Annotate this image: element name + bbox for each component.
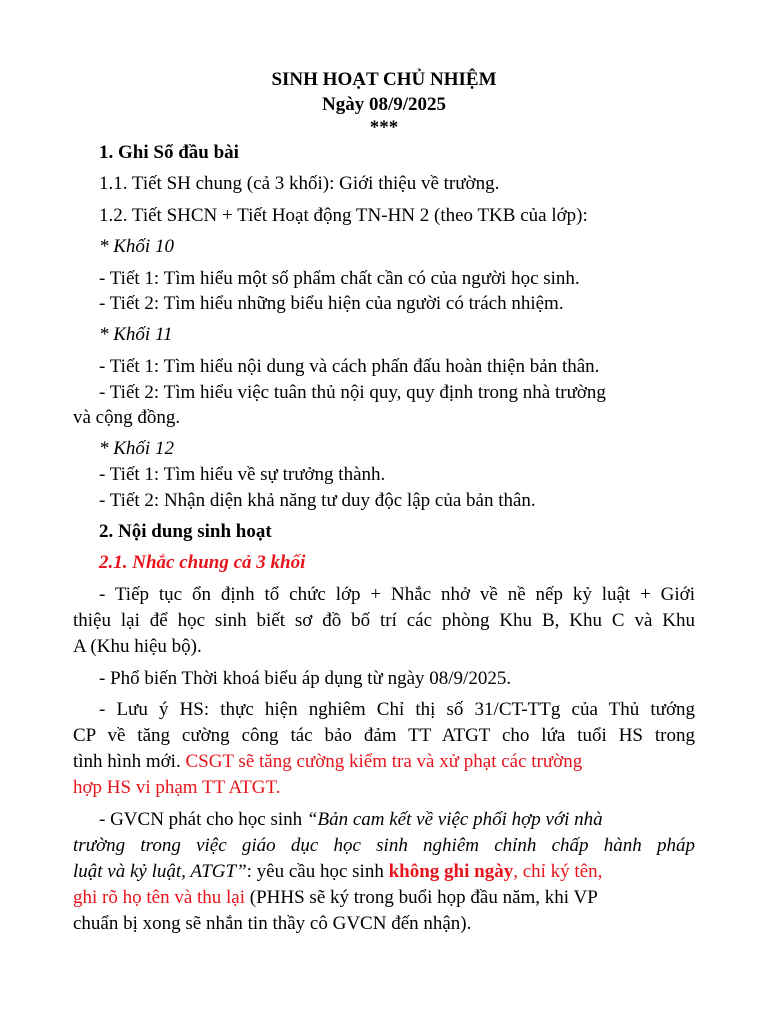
- grade-11-label: * Khối 11: [99, 324, 173, 345]
- para-4-line-2: trường trong việc giáo dục học sinh nghiêm chỉnh chấp hành pháp: [73, 835, 695, 856]
- para-4-line-4-red: ghi rõ họ tên và thu lại: [73, 887, 246, 908]
- grade-10-label: * Khối 10: [99, 236, 174, 257]
- section-1-heading: 1. Ghi Sổ đầu bài: [99, 142, 239, 163]
- para-3-line-3-highlight: CSGT sẽ tăng cường kiểm tra và xử phạt các trường: [185, 751, 583, 772]
- document-date: Ngày 08/9/2025: [321, 94, 447, 115]
- title-separator: ***: [369, 117, 399, 138]
- para-4-line-4-plain: (PHHS sẽ ký trong buổi họp đầu năm, khi VP: [245, 887, 598, 908]
- section-2-heading: 2. Nội dung sinh hoạt: [99, 521, 272, 542]
- para-1-line-1: - Tiếp tục ổn định tổ chức lớp + Nhắc nhở về nề nếp kỷ luật + Giới: [99, 584, 695, 605]
- item-1-1: 1.1. Tiết SH chung (cả 3 khối): Giới thiệu về trường.: [99, 173, 500, 194]
- para-3-line-1: - Lưu ý HS: thực hiện nghiêm Chỉ thị số 31/CT-TTg của Thủ tướng: [99, 699, 695, 720]
- grade-11-lesson-1: - Tiết 1: Tìm hiểu nội dung và cách phấn đấu hoàn thiện bản thân.: [99, 356, 600, 377]
- grade-12-lesson-1: - Tiết 1: Tìm hiểu về sự trưởng thành.: [99, 464, 386, 485]
- para-1-line-2: thiệu lại để học sinh biết sơ đồ bố trí các phòng Khu B, Khu C và Khu: [73, 610, 695, 631]
- para-2: - Phổ biến Thời khoá biểu áp dụng từ ngày 08/9/2025.: [99, 668, 512, 689]
- para-4-line-3-red: , chỉ ký tên,: [513, 861, 603, 882]
- grade-12-label: * Khối 12: [99, 438, 174, 459]
- grade-11-lesson-2: - Tiết 2: Tìm hiểu việc tuân thủ nội quy, quy định trong nhà trường: [99, 382, 606, 403]
- para-3-line-3-plain: tình hình mới.: [73, 751, 186, 772]
- para-3-line-2: CP về tăng cường công tác bảo đảm TT ATGT cho lứa tuổi HS trong: [73, 725, 695, 746]
- item-1-2: 1.2. Tiết SHCN + Tiết Hoạt động TN-HN 2 (theo TKB của lớp):: [99, 205, 588, 226]
- para-3-line-4: hợp HS vi phạm TT ATGT.: [73, 777, 281, 798]
- grade-10-lesson-1: - Tiết 1: Tìm hiểu một số phẩm chất cần có của người học sinh.: [99, 268, 580, 289]
- para-4-line-3-italic: luật và kỷ luật, ATGT”: [73, 861, 247, 882]
- grade-11-lesson-2-cont: và cộng đồng.: [73, 407, 181, 428]
- grade-12-lesson-2: - Tiết 2: Nhận diện khả năng tư duy độc lập của bản thân.: [99, 490, 536, 511]
- section-2-1-heading: 2.1. Nhắc chung cả 3 khối: [99, 552, 306, 573]
- para-4-line-4: [73, 885, 695, 911]
- para-4-line-3-plain: : yêu cầu học sinh: [246, 861, 389, 882]
- para-4-line-3: [73, 859, 695, 885]
- para-4-line-3-emphasis: không ghi ngày: [388, 861, 514, 882]
- para-4-line-1-plain: - GVCN phát cho học sinh: [99, 809, 307, 830]
- grade-10-lesson-2: - Tiết 2: Tìm hiểu những biểu hiện của người có trách nhiệm.: [99, 293, 564, 314]
- para-4-line-5: chuẩn bị xong sẽ nhắn tin thầy cô GVCN đến nhận).: [73, 913, 472, 934]
- document-title: SINH HOẠT CHỦ NHIỆM: [271, 69, 497, 90]
- para-1-line-3: A (Khu hiệu bộ).: [73, 636, 202, 657]
- para-3-line-3: [73, 749, 695, 775]
- para-4-line-1-italic: “Bản cam kết về việc phối hợp với nhà: [306, 809, 603, 830]
- para-4-line-1: [99, 807, 699, 833]
